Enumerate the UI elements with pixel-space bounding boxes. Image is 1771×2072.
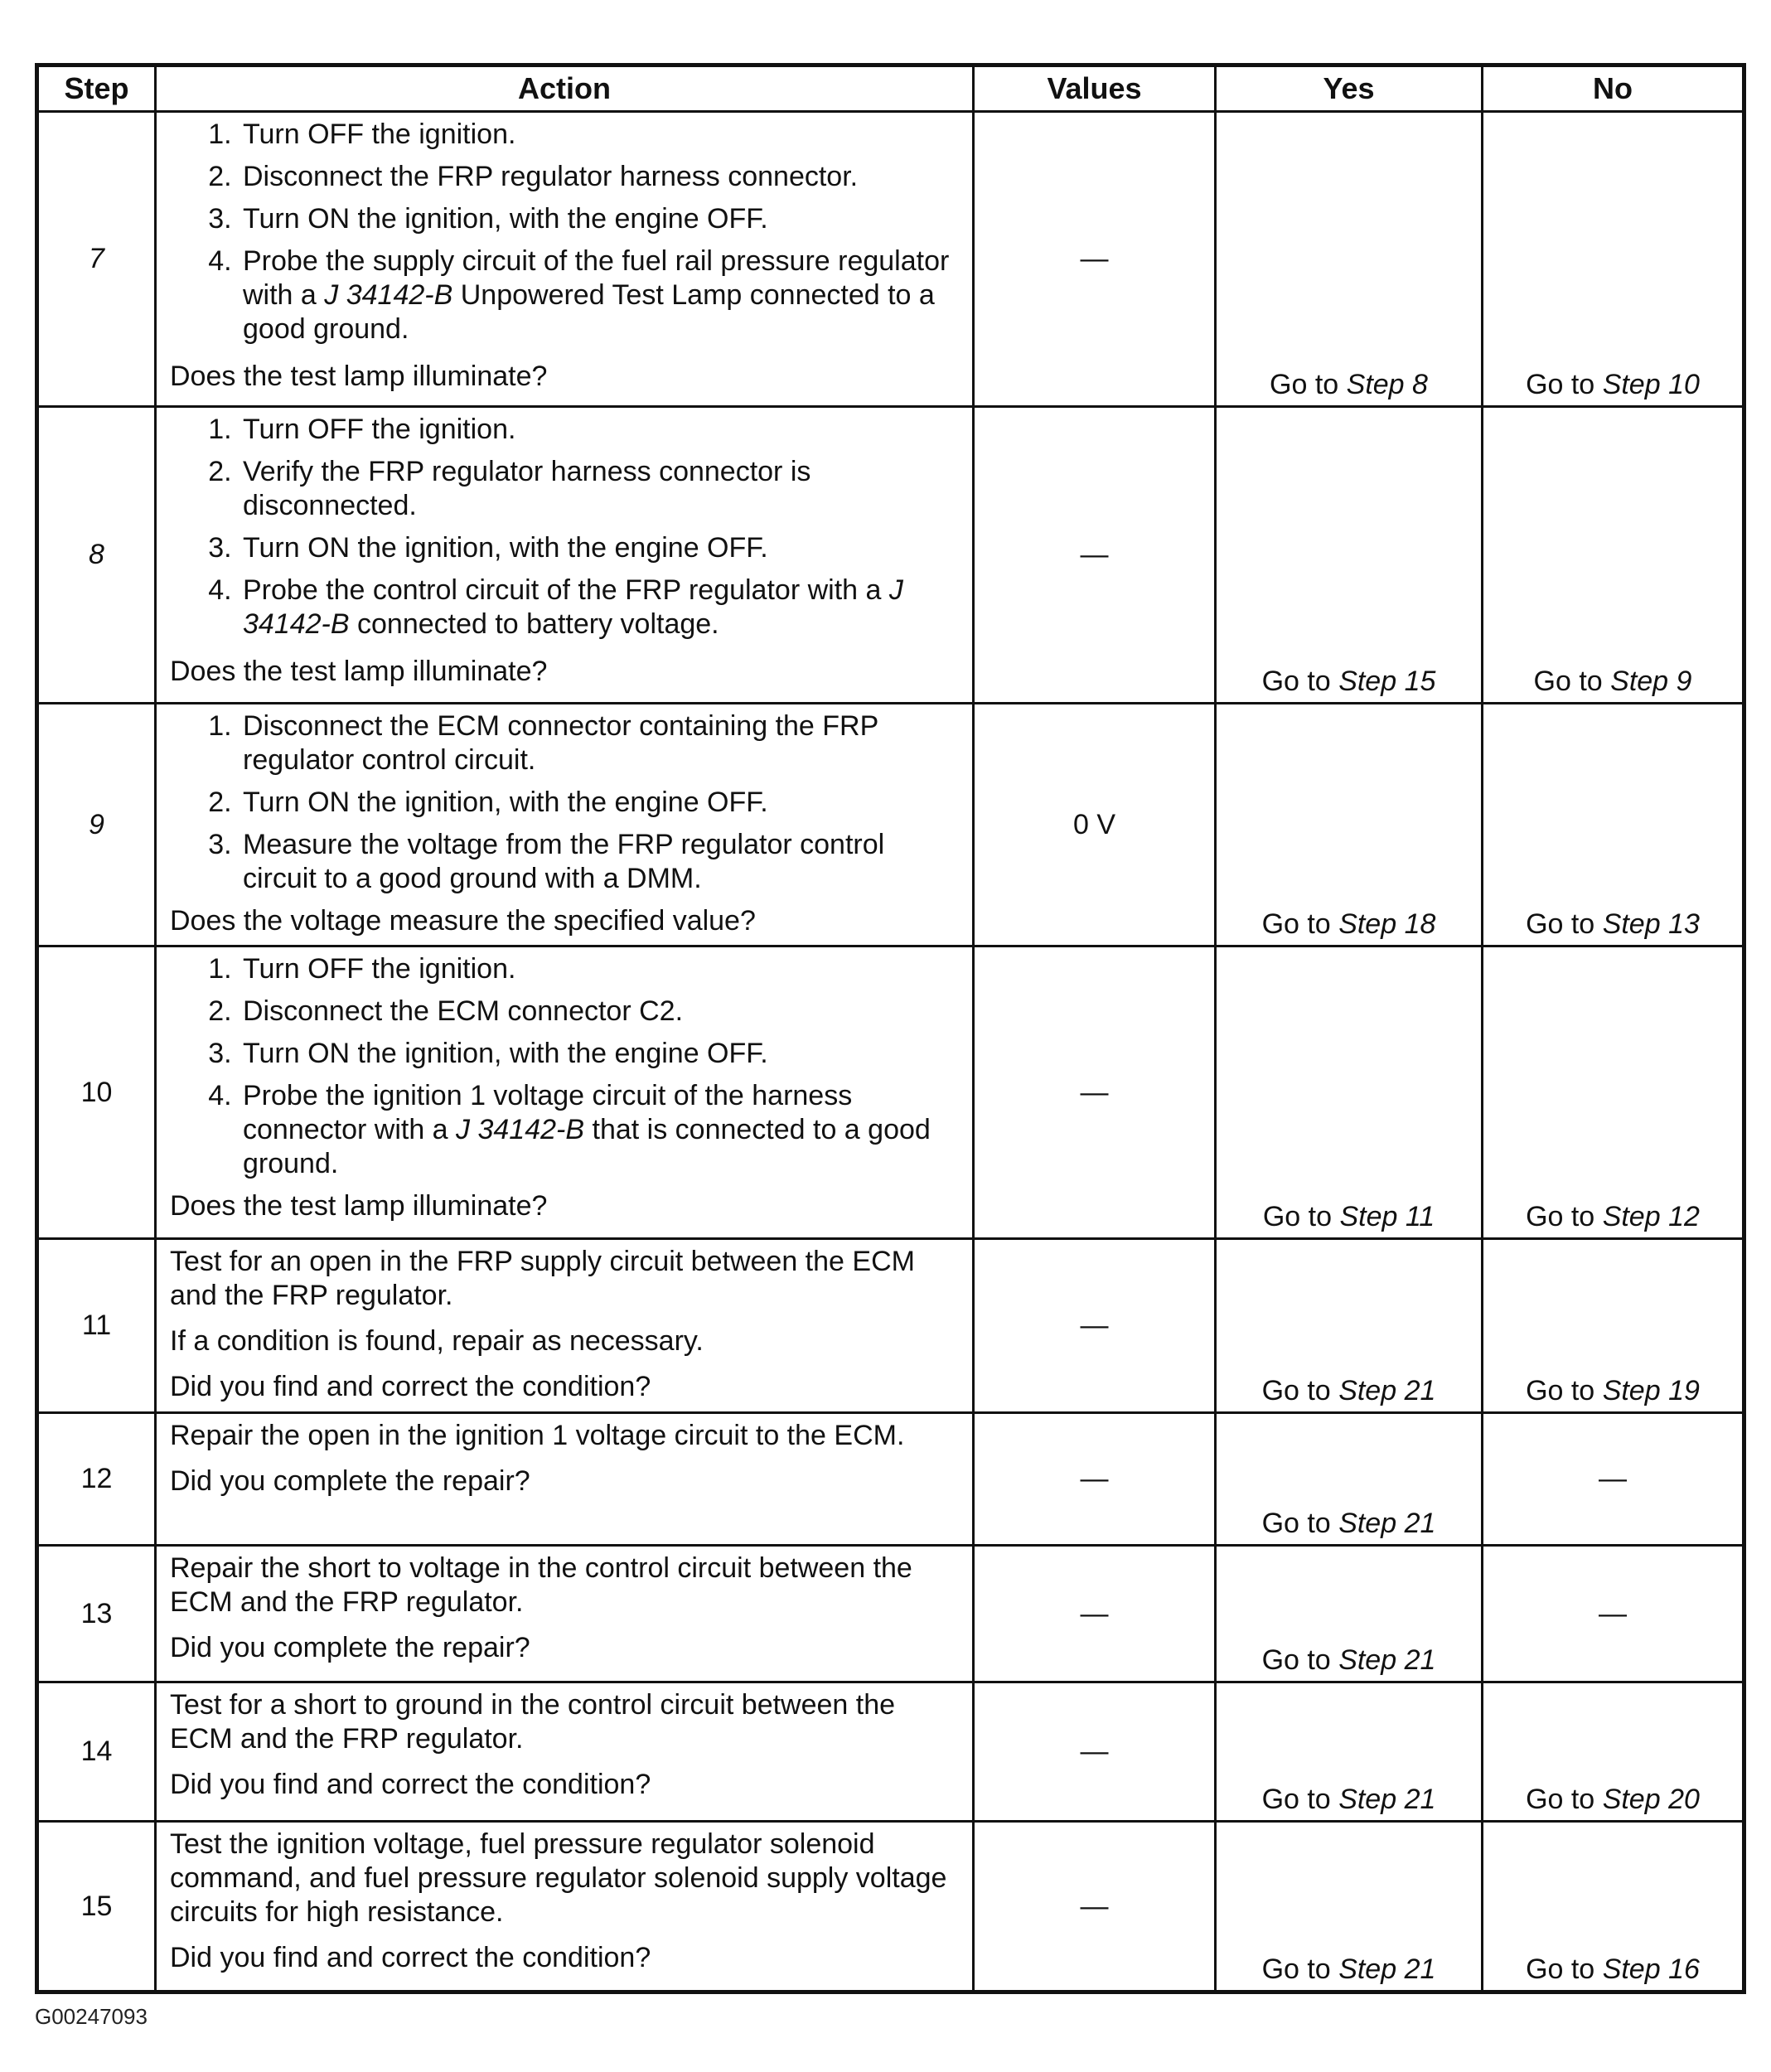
action-steps bbox=[170, 118, 961, 346]
no-cell bbox=[1483, 704, 1744, 946]
no-cell bbox=[1483, 1239, 1744, 1413]
go-to-label: Go to bbox=[1270, 369, 1339, 400]
action-steps bbox=[170, 709, 961, 896]
step-ref: Step 21 bbox=[1338, 1375, 1436, 1406]
action-step bbox=[240, 244, 961, 346]
action-step: 2. Turn ON the ignition, with the engine OFF. bbox=[240, 786, 961, 820]
yes-cell bbox=[1216, 1546, 1483, 1682]
value-cell: — bbox=[974, 1413, 1216, 1546]
table-row bbox=[37, 1239, 1744, 1413]
diagnostic-table bbox=[35, 63, 1746, 1994]
action-step: 3. Turn ON the ignition, with the engine OFF. bbox=[240, 1037, 961, 1071]
step-ref: Step 12 bbox=[1602, 1201, 1700, 1232]
action-text: Unpowered Test Lamp connected to a good ground. bbox=[243, 279, 935, 345]
action-cell bbox=[156, 946, 974, 1239]
action-step: 1. Turn OFF the ignition. bbox=[240, 952, 961, 986]
action-text: Test the ignition voltage, fuel pressure regulator solenoid command, and fuel pressure regulator solenoid supply voltage circuits for high resistance. bbox=[170, 1828, 947, 1928]
step-number: 7 bbox=[37, 112, 156, 407]
go-to-label: Go to bbox=[1261, 1644, 1331, 1676]
question: Does the test lamp illuminate? bbox=[170, 656, 548, 687]
table-row bbox=[37, 407, 1744, 704]
action-steps bbox=[170, 413, 961, 641]
action-steps bbox=[170, 952, 961, 1181]
action-text: Repair the open in the ignition 1 voltage circuit to the ECM. bbox=[170, 1420, 905, 1451]
go-to-label: Go to bbox=[1526, 908, 1595, 940]
question: Does the test lamp illuminate? bbox=[170, 1190, 548, 1222]
go-to-label: Go to bbox=[1261, 1375, 1331, 1406]
action-step: 2. Verify the FRP regulator harness connector is disconnected. bbox=[240, 455, 961, 523]
action-cell bbox=[156, 1413, 974, 1546]
question: Did you complete the repair? bbox=[170, 1632, 530, 1663]
value-cell: — bbox=[974, 1239, 1216, 1413]
go-to-label: Go to bbox=[1261, 1508, 1331, 1539]
action-step: 2. Disconnect the ECM connector C2. bbox=[240, 995, 961, 1029]
action-cell bbox=[156, 112, 974, 407]
action-step: 1. Disconnect the ECM connector containing the FRP regulator control circuit. bbox=[240, 709, 961, 777]
question: Does the voltage measure the specified value? bbox=[170, 905, 756, 937]
step-number: 13 bbox=[37, 1546, 156, 1682]
value-cell: — bbox=[974, 407, 1216, 704]
header-values: Values bbox=[974, 65, 1216, 112]
action-step: 2. Disconnect the FRP regulator harness connector. bbox=[240, 160, 961, 194]
yes-cell bbox=[1216, 946, 1483, 1239]
action-text: Probe the control circuit of the FRP regulator with a bbox=[243, 574, 882, 606]
value-cell: — bbox=[974, 112, 1216, 407]
table-row bbox=[37, 946, 1744, 1239]
action-step: 3. Turn ON the ignition, with the engine OFF. bbox=[240, 202, 961, 236]
go-to-label: Go to bbox=[1533, 666, 1603, 697]
action-cell bbox=[156, 704, 974, 946]
step-ref: Step 15 bbox=[1338, 666, 1436, 697]
no-cell: — bbox=[1483, 1413, 1744, 1546]
go-to-label: Go to bbox=[1526, 1784, 1595, 1815]
value-cell: — bbox=[974, 1822, 1216, 1992]
no-cell bbox=[1483, 407, 1744, 704]
go-to-label: Go to bbox=[1526, 1201, 1595, 1232]
step-ref: Step 11 bbox=[1339, 1201, 1435, 1232]
yes-cell bbox=[1216, 1413, 1483, 1546]
go-to-label: Go to bbox=[1261, 908, 1331, 940]
header-action: Action bbox=[156, 65, 974, 112]
no-cell bbox=[1483, 1682, 1744, 1822]
question: Did you find and correct the condition? bbox=[170, 1371, 651, 1402]
table-row bbox=[37, 112, 1744, 407]
action-cell bbox=[156, 407, 974, 704]
action-cell bbox=[156, 1822, 974, 1992]
header-yes: Yes bbox=[1216, 65, 1483, 112]
step-ref: Step 21 bbox=[1338, 1953, 1436, 1985]
yes-cell bbox=[1216, 407, 1483, 704]
yes-cell bbox=[1216, 704, 1483, 946]
tool-ref: J 34142-B bbox=[243, 574, 903, 640]
step-number: 8 bbox=[37, 407, 156, 704]
tool-ref: J 34142-B bbox=[456, 1114, 585, 1145]
action-cell bbox=[156, 1682, 974, 1822]
table-row bbox=[37, 1822, 1744, 1992]
go-to-label: Go to bbox=[1526, 369, 1595, 400]
no-cell: — bbox=[1483, 1546, 1744, 1682]
action-text: Test for an open in the FRP supply circuit between the ECM and the FRP regulator. bbox=[170, 1246, 915, 1311]
step-ref: Step 21 bbox=[1338, 1644, 1436, 1676]
step-ref: Step 8 bbox=[1346, 369, 1428, 400]
table-row bbox=[37, 1413, 1744, 1546]
step-number: 12 bbox=[37, 1413, 156, 1546]
step-ref: Step 20 bbox=[1602, 1784, 1700, 1815]
action-step: 3. Measure the voltage from the FRP regulator control circuit to a good ground with a DMM. bbox=[240, 828, 961, 896]
yes-cell bbox=[1216, 1239, 1483, 1413]
question: Does the test lamp illuminate? bbox=[170, 361, 548, 392]
step-number: 14 bbox=[37, 1682, 156, 1822]
step-ref: Step 18 bbox=[1338, 908, 1436, 940]
value-cell: — bbox=[974, 1546, 1216, 1682]
no-cell bbox=[1483, 946, 1744, 1239]
action-step: 1. Turn OFF the ignition. bbox=[240, 413, 961, 447]
action-text: If a condition is found, repair as necessary. bbox=[170, 1325, 704, 1357]
action-text: that is connected to a good ground. bbox=[243, 1114, 931, 1179]
action-text: Probe the ignition 1 voltage circuit of the harness connector with a bbox=[243, 1080, 853, 1145]
go-to-label: Go to bbox=[1261, 1784, 1331, 1815]
go-to-label: Go to bbox=[1261, 666, 1331, 697]
yes-cell bbox=[1216, 1682, 1483, 1822]
table-row bbox=[37, 704, 1744, 946]
step-number: 9 bbox=[37, 704, 156, 946]
value-cell: — bbox=[974, 1682, 1216, 1822]
question: Did you find and correct the condition? bbox=[170, 1769, 651, 1800]
step-ref: Step 21 bbox=[1338, 1784, 1436, 1815]
figure-id: G00247093 bbox=[35, 2004, 148, 2029]
table-row bbox=[37, 1546, 1744, 1682]
action-text: Test for a short to ground in the control circuit between the ECM and the FRP regulator. bbox=[170, 1689, 896, 1755]
step-number: 15 bbox=[37, 1822, 156, 1992]
step-ref: Step 21 bbox=[1338, 1508, 1436, 1539]
no-cell bbox=[1483, 112, 1744, 407]
step-ref: Step 10 bbox=[1602, 369, 1700, 400]
step-ref: Step 19 bbox=[1602, 1375, 1700, 1406]
action-step bbox=[240, 1079, 961, 1181]
step-number: 10 bbox=[37, 946, 156, 1239]
header-no: No bbox=[1483, 65, 1744, 112]
action-step: 3. Turn ON the ignition, with the engine OFF. bbox=[240, 531, 961, 565]
step-ref: Step 9 bbox=[1610, 666, 1692, 697]
action-cell bbox=[156, 1546, 974, 1682]
go-to-label: Go to bbox=[1526, 1375, 1595, 1406]
go-to-label: Go to bbox=[1262, 1201, 1332, 1232]
tool-ref: J 34142-B bbox=[324, 279, 453, 311]
table-row bbox=[37, 1682, 1744, 1822]
step-ref: Step 16 bbox=[1602, 1953, 1700, 1985]
question: Did you complete the repair? bbox=[170, 1465, 530, 1497]
go-to-label: Go to bbox=[1526, 1953, 1595, 1985]
value-cell: 0 V bbox=[974, 704, 1216, 946]
action-text: Probe the supply circuit of the fuel rail pressure regulator with a bbox=[243, 245, 950, 311]
go-to-label: Go to bbox=[1261, 1953, 1331, 1985]
action-text: Repair the short to voltage in the control circuit between the ECM and the FRP regulator. bbox=[170, 1552, 912, 1618]
header-row bbox=[37, 65, 1744, 112]
yes-cell bbox=[1216, 112, 1483, 407]
action-cell bbox=[156, 1239, 974, 1413]
value-cell: — bbox=[974, 946, 1216, 1239]
step-number: 11 bbox=[37, 1239, 156, 1413]
action-step: 1. Turn OFF the ignition. bbox=[240, 118, 961, 152]
action-step bbox=[240, 574, 961, 641]
action-text: connected to battery voltage. bbox=[357, 608, 719, 640]
question: Did you find and correct the condition? bbox=[170, 1942, 651, 1973]
step-ref: Step 13 bbox=[1602, 908, 1700, 940]
yes-cell bbox=[1216, 1822, 1483, 1992]
header-step: Step bbox=[37, 65, 156, 112]
no-cell bbox=[1483, 1822, 1744, 1992]
